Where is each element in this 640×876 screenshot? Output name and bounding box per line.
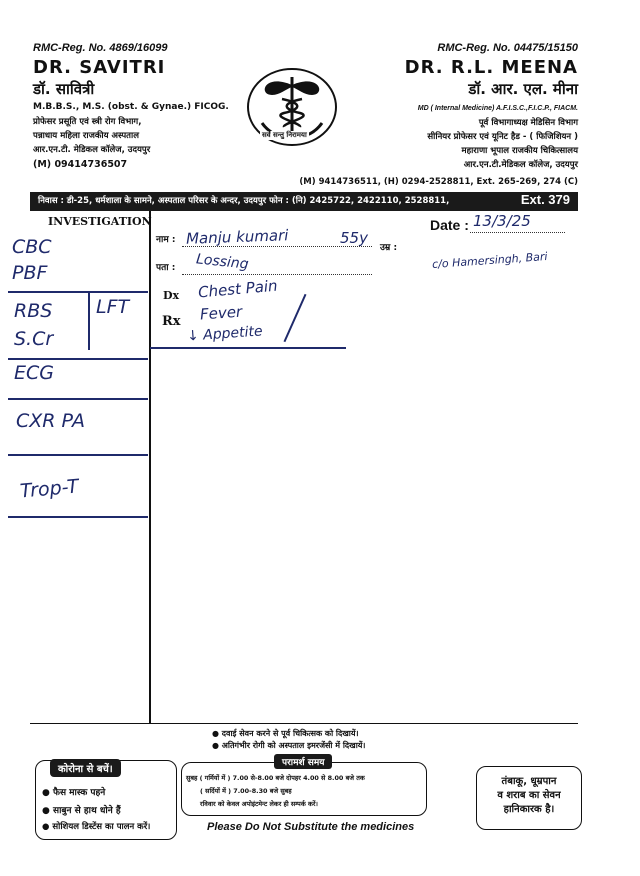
inv-separator-5 [8, 516, 148, 518]
left-doctor-name-hindi: डॉ. सावित्री [33, 80, 95, 98]
right-doctor-line1: पूर्व विभागाध्यक्ष मेडिसिन विभाग [478, 118, 578, 128]
note-1 [212, 728, 359, 739]
hw-inv-cxr: CXR PA [16, 410, 86, 432]
note-2-text: अतिगंभीर रोगी को अस्पताल इमरजेंसी में दिखायें। [221, 741, 366, 750]
right-doctor-name-hindi: डॉ. आर. एल. मीना [468, 80, 578, 98]
timing-line-3: रविवार को केवल अपोइंटमेन्ट लेकर ही सम्पर्क करें। [200, 800, 318, 808]
hw-inv-lft: LFT [96, 296, 130, 318]
inv-separator-2 [8, 358, 148, 360]
corona-item-1-text: फैस मास्क पहने [53, 788, 106, 798]
hw-inv-scr: S.Cr [14, 328, 54, 350]
right-reg-no: RMC-Reg. No. 04475/15150 [437, 42, 578, 54]
timing-line-1: सुबह ( गर्मियों में ) 7.00 से-8.00 बजे दोपहर 4.00 से 8.00 बजे तक [186, 774, 365, 782]
inv-separator-1 [8, 291, 148, 293]
timing-box [181, 758, 427, 816]
address-dotted-line [182, 274, 372, 275]
bullet-icon: ● [212, 729, 222, 738]
timing-line-2: ( सर्दियों में ) 7.00-8.30 बजे सुबह [200, 787, 292, 795]
tobacco-line-2: व शराब का सेवन [497, 790, 561, 801]
complaint-bracket-line [284, 294, 307, 342]
left-doctor-line2: पन्नाधाय महिला राजकीय अस्पताल [33, 131, 139, 141]
complaint-under-line [150, 347, 346, 349]
hw-date: 13/3/25 [473, 212, 531, 230]
address-text: निवास : डी-25, धर्मशाला के सामने, अस्पताल परिसर के अन्दर, उदयपुर फोन : (नि) 2425722, 2422110, 2528811, [38, 196, 450, 206]
inv-separator-4 [8, 454, 148, 456]
left-doctor-line3: आर.एन.टी. मेडिकल कॉलेज, उदयपुर [33, 145, 151, 155]
right-doctor-line3: महाराणा भूपाल राजकीय चिकित्सालय [461, 146, 578, 156]
tobacco-line-1: तंबाकू, धूम्रपान [501, 776, 557, 787]
timing-title: परामर्श समय [274, 754, 332, 769]
hw-complaint-1: Chest Pain [197, 276, 279, 302]
inv-separator-3 [8, 398, 148, 400]
footer-note: Please Do Not Substitute the medicines [207, 821, 415, 833]
footer-rule [30, 723, 578, 724]
rx-label: Rx [162, 314, 181, 329]
logo-motto: सर्वे सन्तु निरामया [262, 131, 307, 139]
corona-item-2: ● साबुन से हाथ धोने हैं [42, 806, 121, 816]
corona-title: कोरोना से बचें। [50, 759, 121, 777]
address-label: पता : [156, 263, 176, 273]
hw-complaint-2: Fever [199, 302, 243, 324]
left-doctor-degree: M.B.B.S., M.S. (obst. & Gynae.) FICOG. [33, 102, 229, 112]
date-dotted-line [470, 232, 565, 233]
right-doctor-phone: (M) 9414736511, (H) 0294-2528811, Ext. 265-269, 274 (C) [299, 177, 578, 187]
name-label: नाम : [156, 235, 176, 245]
age-label: उम्र : [380, 243, 398, 253]
tobacco-line-3: हानिकारक है। [503, 804, 555, 815]
hw-address-2: c/o Hamersingh, Bari [431, 249, 548, 272]
date-label: Date : [430, 217, 469, 233]
hw-inv-pbf: PBF [12, 262, 48, 284]
corona-item-1: ● फैस मास्क पहने [42, 788, 106, 798]
investigation-divider [149, 211, 151, 724]
tobacco-warning-box [476, 766, 582, 830]
right-doctor-name: DR. R.L. MEENA [404, 57, 578, 78]
left-doctor-name: DR. SAVITRI [33, 57, 166, 78]
note-1-text: दवाई सेवन करने से पूर्व चिकित्सक को दिखायें। [221, 729, 359, 738]
corona-item-3: ● सोशियल डिस्टेंस का पालन करें। [42, 822, 151, 832]
hw-address: Lossing [195, 251, 250, 273]
investigation-label: INVESTIGATION [48, 215, 152, 228]
bullet-icon: ● [212, 741, 222, 750]
hw-inv-cbc: CBC [12, 236, 52, 258]
right-doctor-line2: सीनियर प्रोफेसर एवं यूनिट हैड - ( फिजिशियन ) [427, 132, 578, 142]
hw-inv-ecg: ECG [14, 362, 54, 384]
right-doctor-line4: आर.एन.टी.मेडिकल कॉलेज, उदयपुर [463, 160, 578, 170]
hw-complaint-3: ↓ Appetite [186, 323, 264, 345]
caduceus-logo [244, 65, 340, 155]
hw-age: 55y [340, 229, 368, 247]
left-doctor-phone: (M) 09414736507 [33, 159, 128, 170]
right-doctor-degree: MD ( Internal Medicine) A.F.I.S.C.,F.I.C.P., FIACM. [417, 105, 578, 112]
inv-bracket [88, 292, 90, 350]
address-ext: Ext. 379 [520, 192, 570, 207]
corona-item-3-text: सोशियल डिस्टेंस का पालन करें। [52, 822, 151, 832]
corona-box [35, 760, 177, 840]
hw-inv-rbs: RBS [14, 300, 53, 322]
dx-label: Dx [163, 289, 180, 302]
hw-patient-name: Manju kumari [185, 226, 289, 248]
hw-inv-trop: Trop-T [19, 475, 80, 503]
address-bar [30, 192, 578, 211]
left-doctor-line1: प्रोफेसर प्रसूति एवं स्त्री रोग विभाग, [33, 117, 142, 127]
left-reg-no: RMC-Reg. No. 4869/16099 [33, 42, 168, 54]
corona-item-2-text: साबुन से हाथ धोने हैं [53, 806, 121, 816]
note-2 [212, 740, 365, 751]
